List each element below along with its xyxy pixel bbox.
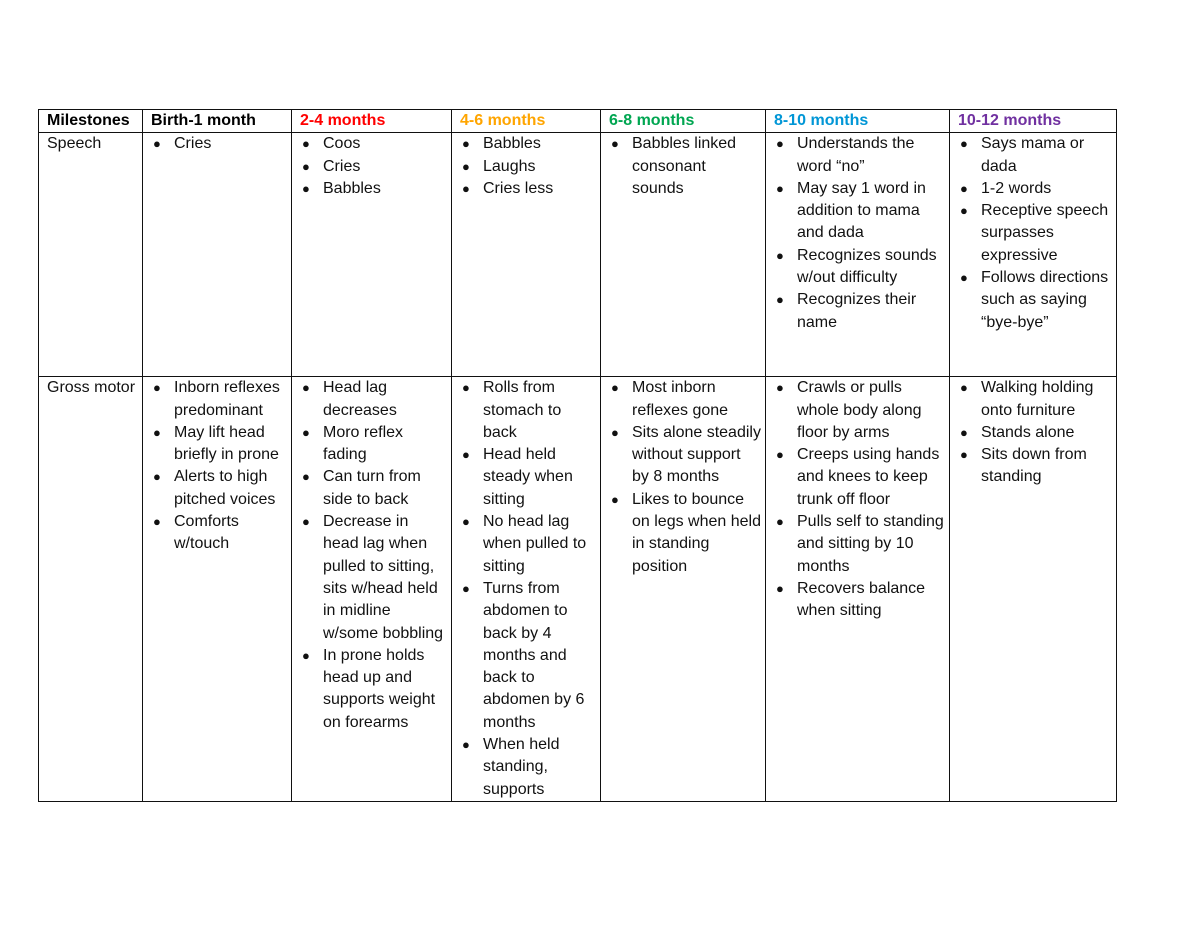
bullet-icon: ● [776, 380, 784, 396]
list-item-text: Understands the word “no” [797, 135, 915, 175]
row-gross-motor [39, 377, 1117, 802]
list-item-text: Follows directions such as saying “bye-bye” [981, 269, 1109, 331]
cell-gross-8-10-months [766, 377, 950, 802]
bullet-icon: ● [960, 380, 968, 396]
bullet-icon: ● [462, 158, 470, 174]
list-item [958, 444, 1112, 489]
list-item-text: Cries [323, 157, 361, 175]
list-item-text: Decrease in head lag when pulled to sitting, sits w/head held in midline w/some bobbling [323, 513, 444, 642]
cell-speech-birth-1-month [143, 133, 292, 377]
list-item-text: Receptive speech surpasses expressive [981, 202, 1109, 264]
header-birth-1-month: Birth-1 month [143, 110, 292, 133]
list-item-text: Laughs [483, 157, 536, 175]
milestones-table [38, 109, 1117, 802]
list-item [151, 422, 287, 467]
list-item [460, 578, 596, 734]
list-item-text: Turns from abdomen to back by 4 months and back to abdomen by 6 months [483, 579, 585, 731]
bullet-icon: ● [153, 424, 161, 440]
bullet-icon: ● [776, 180, 784, 196]
list-item [774, 133, 945, 178]
list-item-text: Rolls from stomach to back [483, 379, 562, 441]
bullet-icon: ● [462, 380, 470, 396]
list-item-text: Crawls or pulls whole body along floor by arms [797, 379, 922, 441]
list-item-text: Most inborn reflexes gone [632, 379, 729, 419]
list-item [609, 377, 761, 422]
bullet-icon: ● [960, 424, 968, 440]
list-item [460, 178, 596, 200]
row-speech [39, 133, 1117, 377]
cell-gross-10-12-months [950, 377, 1117, 802]
cell-gross-6-8-months [601, 377, 766, 802]
bullet-list [774, 133, 945, 334]
list-item [609, 489, 761, 578]
header-4-6-months: 4-6 months [452, 110, 601, 133]
list-item [958, 267, 1112, 334]
document-page [38, 109, 1116, 802]
list-item-text: No head lag when pulled to sitting [483, 513, 587, 575]
bullet-icon: ● [776, 136, 784, 152]
list-item [774, 511, 945, 578]
cell-speech-2-4-months [292, 133, 452, 377]
list-item [300, 511, 447, 645]
bullet-icon: ● [776, 292, 784, 308]
list-item [460, 444, 596, 511]
bullet-icon: ● [302, 136, 310, 152]
header-2-4-months: 2-4 months [292, 110, 452, 133]
bullet-icon: ● [960, 136, 968, 152]
list-item [151, 377, 287, 422]
list-item-text: May say 1 word in addition to mama and dada [797, 179, 926, 242]
list-item [300, 133, 447, 155]
list-item-text: Can turn from side to back [323, 468, 421, 508]
list-item-text: Sits alone steadily without support by 8 months [632, 423, 761, 486]
list-item-text: 1-2 words [981, 179, 1052, 197]
header-6-8-months: 6-8 months [601, 110, 766, 133]
list-item-text: Comforts w/touch [174, 513, 239, 553]
bullet-list [151, 133, 287, 155]
list-item [460, 377, 596, 444]
header-8-10-months: 8-10 months [766, 110, 950, 133]
bullet-icon: ● [153, 380, 161, 396]
list-item-text: Babbles [483, 135, 541, 153]
header-milestones: Milestones [39, 110, 143, 133]
bullet-list [151, 377, 287, 555]
list-item-text: Head lag decreases [323, 379, 397, 419]
list-item-text: Says mama or dada [981, 135, 1085, 175]
list-item-text: Moro reflex fading [323, 423, 404, 464]
list-item [460, 156, 596, 178]
bullet-icon: ● [960, 447, 968, 463]
bullet-list [958, 377, 1112, 488]
list-item-text: Inborn reflexes predominant [174, 379, 280, 419]
bullet-icon: ● [611, 491, 619, 507]
bullet-icon: ● [302, 380, 310, 396]
list-item-text: May lift head briefly in prone [174, 423, 279, 464]
bullet-icon: ● [776, 447, 784, 463]
cell-speech-10-12-months [950, 133, 1117, 377]
list-item [460, 734, 596, 801]
bullet-list [300, 133, 447, 200]
bullet-icon: ● [776, 514, 784, 530]
list-item-text: Pulls self to standing and sitting by 10 months [797, 513, 944, 575]
cell-gross-2-4-months [292, 377, 452, 802]
bullet-icon: ● [302, 158, 310, 174]
row-label-speech: Speech [39, 133, 143, 377]
bullet-list [774, 377, 945, 622]
list-item [151, 511, 287, 556]
list-item-text: Creeps using hands and knees to keep trunk off floor [797, 446, 940, 508]
list-item-text: Recognizes sounds w/out difficulty [797, 246, 937, 287]
bullet-icon: ● [462, 737, 470, 753]
list-item [774, 245, 945, 290]
bullet-icon: ● [960, 180, 968, 196]
bullet-icon: ● [153, 136, 161, 152]
bullet-icon: ● [611, 424, 619, 440]
bullet-icon: ● [776, 247, 784, 263]
list-item-text: Head held steady when sitting [483, 446, 573, 508]
list-item-text: Babbles [323, 179, 381, 197]
list-item [300, 422, 447, 467]
list-item-text: In prone holds head up and supports weight on forearms [323, 646, 436, 731]
list-item [958, 133, 1112, 178]
list-item [300, 645, 447, 734]
list-item-text: Cries less [483, 179, 554, 197]
cell-speech-6-8-months [601, 133, 766, 377]
list-item [958, 422, 1112, 444]
list-item [151, 466, 287, 511]
bullet-icon: ● [302, 180, 310, 196]
bullet-icon: ● [153, 514, 161, 530]
list-item [774, 377, 945, 444]
list-item-text: Coos [323, 135, 361, 153]
bullet-icon: ● [302, 647, 310, 663]
list-item-text: Sits down from standing [981, 446, 1087, 486]
bullet-icon: ● [302, 424, 310, 440]
bullet-icon: ● [462, 447, 470, 463]
bullet-icon: ● [462, 580, 470, 596]
list-item [460, 511, 596, 578]
list-item [300, 178, 447, 200]
bullet-icon: ● [611, 136, 619, 152]
bullet-list [460, 377, 596, 801]
list-item [958, 178, 1112, 200]
list-item [609, 133, 761, 200]
list-item [609, 422, 761, 489]
list-item [958, 377, 1112, 422]
bullet-icon: ● [611, 380, 619, 396]
bullet-icon: ● [153, 469, 161, 485]
list-item-text: Walking holding onto furniture [981, 379, 1094, 419]
list-item-text: Alerts to high pitched voices [174, 468, 276, 508]
bullet-list [609, 133, 761, 200]
list-item [958, 200, 1112, 267]
header-row [39, 110, 1117, 133]
bullet-icon: ● [302, 469, 310, 485]
bullet-icon: ● [462, 180, 470, 196]
bullet-icon: ● [462, 136, 470, 152]
list-item [774, 578, 945, 623]
list-item-text: Stands alone [981, 423, 1075, 441]
list-item [300, 156, 447, 178]
cell-speech-8-10-months [766, 133, 950, 377]
header-10-12-months: 10-12 months [950, 110, 1117, 133]
list-item-text: Babbles linked consonant sounds [632, 135, 737, 197]
cell-gross-4-6-months [452, 377, 601, 802]
list-item [151, 133, 287, 155]
bullet-list [460, 133, 596, 200]
list-item [774, 289, 945, 334]
bullet-list [300, 377, 447, 734]
list-item [300, 377, 447, 422]
list-item-text: Recovers balance when sitting [797, 579, 926, 620]
bullet-icon: ● [960, 270, 968, 286]
bullet-icon: ● [776, 580, 784, 596]
bullet-icon: ● [302, 514, 310, 530]
list-item [774, 178, 945, 245]
list-item-text: Cries [174, 135, 212, 153]
bullet-icon: ● [462, 514, 470, 530]
cell-gross-birth-1-month [143, 377, 292, 802]
list-item-text: Likes to bounce on legs when held in standing position [632, 490, 761, 575]
bullet-icon: ● [960, 203, 968, 219]
cell-speech-4-6-months [452, 133, 601, 377]
row-label-gross-motor: Gross motor [39, 377, 143, 802]
list-item [460, 133, 596, 155]
list-item-text: Recognizes their name [797, 291, 917, 331]
list-item-text: When held standing, supports [483, 736, 560, 798]
bullet-list [958, 133, 1112, 334]
bullet-list [609, 377, 761, 578]
list-item [300, 466, 447, 511]
list-item [774, 444, 945, 511]
